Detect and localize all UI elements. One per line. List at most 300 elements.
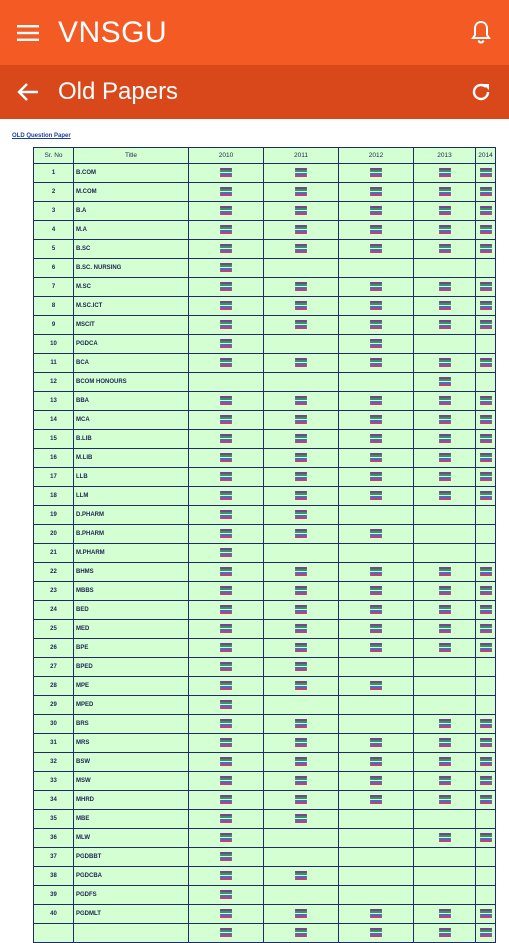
- paper-cell-2012[interactable]: [339, 771, 414, 790]
- paper-cell-2010[interactable]: [189, 239, 264, 258]
- paper-cell-2010[interactable]: [189, 733, 264, 752]
- book-stack-icon[interactable]: [439, 282, 451, 292]
- book-stack-icon[interactable]: [295, 434, 307, 444]
- paper-cell-2010[interactable]: [189, 467, 264, 486]
- paper-cell-2014[interactable]: [476, 923, 496, 942]
- paper-cell-2010[interactable]: [189, 505, 264, 524]
- book-stack-icon[interactable]: [220, 928, 232, 938]
- book-stack-icon[interactable]: [295, 225, 307, 235]
- book-stack-icon[interactable]: [480, 187, 492, 197]
- book-stack-icon[interactable]: [370, 681, 382, 691]
- book-stack-icon[interactable]: [295, 719, 307, 729]
- paper-cell-2014[interactable]: [476, 771, 496, 790]
- paper-cell-2011[interactable]: [264, 923, 339, 942]
- book-stack-icon[interactable]: [220, 396, 232, 406]
- book-stack-icon[interactable]: [480, 567, 492, 577]
- book-stack-icon[interactable]: [295, 358, 307, 368]
- book-stack-icon[interactable]: [295, 909, 307, 919]
- hamburger-menu-icon[interactable]: [16, 21, 40, 45]
- book-stack-icon[interactable]: [370, 928, 382, 938]
- book-stack-icon[interactable]: [480, 282, 492, 292]
- book-stack-icon[interactable]: [370, 567, 382, 577]
- book-stack-icon[interactable]: [480, 719, 492, 729]
- book-stack-icon[interactable]: [220, 871, 232, 881]
- book-stack-icon[interactable]: [370, 795, 382, 805]
- book-stack-icon[interactable]: [295, 586, 307, 596]
- paper-cell-2010[interactable]: [189, 410, 264, 429]
- paper-cell-2014[interactable]: [476, 581, 496, 600]
- paper-cell-2010[interactable]: [189, 581, 264, 600]
- book-stack-icon[interactable]: [439, 643, 451, 653]
- book-stack-icon[interactable]: [480, 472, 492, 482]
- paper-cell-2011[interactable]: [264, 638, 339, 657]
- paper-cell-2014[interactable]: [476, 353, 496, 372]
- book-stack-icon[interactable]: [220, 472, 232, 482]
- book-stack-icon[interactable]: [220, 244, 232, 254]
- book-stack-icon[interactable]: [220, 339, 232, 349]
- book-stack-icon[interactable]: [439, 396, 451, 406]
- paper-cell-2013[interactable]: [414, 619, 476, 638]
- book-stack-icon[interactable]: [220, 624, 232, 634]
- book-stack-icon[interactable]: [370, 358, 382, 368]
- paper-cell-2010[interactable]: [189, 258, 264, 277]
- book-stack-icon[interactable]: [220, 833, 232, 843]
- paper-cell-2011[interactable]: [264, 182, 339, 201]
- book-stack-icon[interactable]: [295, 453, 307, 463]
- book-stack-icon[interactable]: [439, 605, 451, 615]
- paper-cell-2014[interactable]: [476, 752, 496, 771]
- paper-cell-2011[interactable]: [264, 448, 339, 467]
- paper-cell-2011[interactable]: [264, 790, 339, 809]
- book-stack-icon[interactable]: [439, 206, 451, 216]
- book-stack-icon[interactable]: [220, 415, 232, 425]
- book-stack-icon[interactable]: [295, 415, 307, 425]
- book-stack-icon[interactable]: [370, 168, 382, 178]
- paper-cell-2014[interactable]: [476, 638, 496, 657]
- paper-cell-2011[interactable]: [264, 505, 339, 524]
- paper-cell-2013[interactable]: [414, 372, 476, 391]
- paper-cell-2012[interactable]: [339, 163, 414, 182]
- paper-cell-2011[interactable]: [264, 391, 339, 410]
- book-stack-icon[interactable]: [370, 434, 382, 444]
- paper-cell-2012[interactable]: [339, 676, 414, 695]
- paper-cell-2012[interactable]: [339, 790, 414, 809]
- book-stack-icon[interactable]: [220, 795, 232, 805]
- book-stack-icon[interactable]: [439, 377, 451, 387]
- book-stack-icon[interactable]: [439, 244, 451, 254]
- paper-cell-2011[interactable]: [264, 866, 339, 885]
- book-stack-icon[interactable]: [220, 700, 232, 710]
- book-stack-icon[interactable]: [480, 453, 492, 463]
- paper-cell-2014[interactable]: [476, 600, 496, 619]
- book-stack-icon[interactable]: [370, 909, 382, 919]
- paper-cell-2010[interactable]: [189, 201, 264, 220]
- paper-cell-2014[interactable]: [476, 467, 496, 486]
- paper-cell-2011[interactable]: [264, 714, 339, 733]
- book-stack-icon[interactable]: [220, 301, 232, 311]
- paper-cell-2010[interactable]: [189, 828, 264, 847]
- paper-cell-2011[interactable]: [264, 904, 339, 923]
- book-stack-icon[interactable]: [370, 491, 382, 501]
- paper-cell-2013[interactable]: [414, 733, 476, 752]
- book-stack-icon[interactable]: [220, 529, 232, 539]
- book-stack-icon[interactable]: [295, 168, 307, 178]
- paper-cell-2012[interactable]: [339, 638, 414, 657]
- paper-cell-2014[interactable]: [476, 904, 496, 923]
- book-stack-icon[interactable]: [295, 662, 307, 672]
- book-stack-icon[interactable]: [480, 909, 492, 919]
- paper-cell-2014[interactable]: [476, 277, 496, 296]
- paper-cell-2012[interactable]: [339, 581, 414, 600]
- book-stack-icon[interactable]: [439, 567, 451, 577]
- paper-cell-2013[interactable]: [414, 277, 476, 296]
- paper-cell-2010[interactable]: [189, 429, 264, 448]
- paper-cell-2010[interactable]: [189, 752, 264, 771]
- paper-cell-2011[interactable]: [264, 752, 339, 771]
- paper-cell-2011[interactable]: [264, 619, 339, 638]
- book-stack-icon[interactable]: [295, 301, 307, 311]
- book-stack-icon[interactable]: [480, 757, 492, 767]
- paper-cell-2013[interactable]: [414, 182, 476, 201]
- book-stack-icon[interactable]: [370, 415, 382, 425]
- paper-cell-2011[interactable]: [264, 239, 339, 258]
- book-stack-icon[interactable]: [295, 320, 307, 330]
- book-stack-icon[interactable]: [439, 434, 451, 444]
- paper-cell-2013[interactable]: [414, 600, 476, 619]
- paper-cell-2011[interactable]: [264, 657, 339, 676]
- book-stack-icon[interactable]: [439, 795, 451, 805]
- book-stack-icon[interactable]: [480, 434, 492, 444]
- book-stack-icon[interactable]: [439, 719, 451, 729]
- paper-cell-2010[interactable]: [189, 220, 264, 239]
- paper-cell-2010[interactable]: [189, 600, 264, 619]
- paper-cell-2013[interactable]: [414, 714, 476, 733]
- book-stack-icon[interactable]: [295, 757, 307, 767]
- book-stack-icon[interactable]: [295, 472, 307, 482]
- paper-cell-2010[interactable]: [189, 296, 264, 315]
- paper-cell-2010[interactable]: [189, 638, 264, 657]
- book-stack-icon[interactable]: [439, 738, 451, 748]
- paper-cell-2013[interactable]: [414, 448, 476, 467]
- book-stack-icon[interactable]: [220, 586, 232, 596]
- book-stack-icon[interactable]: [480, 168, 492, 178]
- paper-cell-2011[interactable]: [264, 410, 339, 429]
- book-stack-icon[interactable]: [295, 282, 307, 292]
- paper-cell-2010[interactable]: [189, 334, 264, 353]
- book-stack-icon[interactable]: [480, 396, 492, 406]
- book-stack-icon[interactable]: [295, 928, 307, 938]
- book-stack-icon[interactable]: [220, 434, 232, 444]
- book-stack-icon[interactable]: [220, 738, 232, 748]
- paper-cell-2010[interactable]: [189, 486, 264, 505]
- paper-cell-2013[interactable]: [414, 638, 476, 657]
- paper-cell-2010[interactable]: [189, 391, 264, 410]
- book-stack-icon[interactable]: [439, 491, 451, 501]
- book-stack-icon[interactable]: [480, 225, 492, 235]
- paper-cell-2013[interactable]: [414, 163, 476, 182]
- paper-cell-2010[interactable]: [189, 847, 264, 866]
- paper-cell-2013[interactable]: [414, 790, 476, 809]
- paper-cell-2012[interactable]: [339, 353, 414, 372]
- book-stack-icon[interactable]: [480, 928, 492, 938]
- paper-cell-2010[interactable]: [189, 904, 264, 923]
- paper-cell-2012[interactable]: [339, 429, 414, 448]
- book-stack-icon[interactable]: [220, 491, 232, 501]
- book-stack-icon[interactable]: [439, 187, 451, 197]
- paper-cell-2011[interactable]: [264, 429, 339, 448]
- book-stack-icon[interactable]: [295, 396, 307, 406]
- paper-cell-2010[interactable]: [189, 182, 264, 201]
- paper-cell-2014[interactable]: [476, 239, 496, 258]
- paper-cell-2010[interactable]: [189, 524, 264, 543]
- paper-cell-2010[interactable]: [189, 790, 264, 809]
- paper-cell-2011[interactable]: [264, 315, 339, 334]
- book-stack-icon[interactable]: [370, 301, 382, 311]
- refresh-icon[interactable]: [469, 80, 493, 104]
- book-stack-icon[interactable]: [439, 586, 451, 596]
- book-stack-icon[interactable]: [370, 586, 382, 596]
- book-stack-icon[interactable]: [295, 510, 307, 520]
- paper-cell-2014[interactable]: [476, 182, 496, 201]
- paper-cell-2012[interactable]: [339, 201, 414, 220]
- book-stack-icon[interactable]: [220, 757, 232, 767]
- paper-cell-2010[interactable]: [189, 771, 264, 790]
- paper-cell-2011[interactable]: [264, 201, 339, 220]
- paper-cell-2014[interactable]: [476, 296, 496, 315]
- paper-cell-2010[interactable]: [189, 676, 264, 695]
- paper-cell-2010[interactable]: [189, 866, 264, 885]
- book-stack-icon[interactable]: [480, 833, 492, 843]
- paper-cell-2011[interactable]: [264, 676, 339, 695]
- paper-cell-2011[interactable]: [264, 277, 339, 296]
- paper-cell-2013[interactable]: [414, 220, 476, 239]
- paper-cell-2014[interactable]: [476, 410, 496, 429]
- paper-cell-2011[interactable]: [264, 581, 339, 600]
- book-stack-icon[interactable]: [370, 320, 382, 330]
- paper-cell-2014[interactable]: [476, 315, 496, 334]
- book-stack-icon[interactable]: [480, 320, 492, 330]
- book-stack-icon[interactable]: [295, 871, 307, 881]
- book-stack-icon[interactable]: [220, 282, 232, 292]
- book-stack-icon[interactable]: [439, 358, 451, 368]
- book-stack-icon[interactable]: [480, 738, 492, 748]
- book-stack-icon[interactable]: [220, 168, 232, 178]
- paper-cell-2012[interactable]: [339, 220, 414, 239]
- paper-cell-2013[interactable]: [414, 239, 476, 258]
- bell-icon[interactable]: [469, 20, 493, 44]
- paper-cell-2011[interactable]: [264, 524, 339, 543]
- book-stack-icon[interactable]: [295, 643, 307, 653]
- paper-cell-2012[interactable]: [339, 467, 414, 486]
- paper-cell-2014[interactable]: [476, 448, 496, 467]
- book-stack-icon[interactable]: [370, 776, 382, 786]
- paper-cell-2013[interactable]: [414, 562, 476, 581]
- book-stack-icon[interactable]: [370, 187, 382, 197]
- paper-cell-2011[interactable]: [264, 600, 339, 619]
- old-question-paper-link[interactable]: OLD Question Paper: [12, 133, 71, 139]
- paper-cell-2012[interactable]: [339, 391, 414, 410]
- book-stack-icon[interactable]: [220, 320, 232, 330]
- book-stack-icon[interactable]: [370, 396, 382, 406]
- paper-cell-2012[interactable]: [339, 239, 414, 258]
- paper-cell-2010[interactable]: [189, 277, 264, 296]
- paper-cell-2013[interactable]: [414, 391, 476, 410]
- book-stack-icon[interactable]: [480, 301, 492, 311]
- paper-cell-2012[interactable]: [339, 752, 414, 771]
- paper-cell-2014[interactable]: [476, 163, 496, 182]
- paper-cell-2011[interactable]: [264, 220, 339, 239]
- book-stack-icon[interactable]: [480, 624, 492, 634]
- book-stack-icon[interactable]: [439, 833, 451, 843]
- book-stack-icon[interactable]: [370, 643, 382, 653]
- paper-cell-2013[interactable]: [414, 296, 476, 315]
- paper-cell-2014[interactable]: [476, 429, 496, 448]
- book-stack-icon[interactable]: [439, 415, 451, 425]
- book-stack-icon[interactable]: [370, 624, 382, 634]
- paper-cell-2011[interactable]: [264, 733, 339, 752]
- book-stack-icon[interactable]: [480, 605, 492, 615]
- book-stack-icon[interactable]: [439, 472, 451, 482]
- paper-cell-2011[interactable]: [264, 809, 339, 828]
- book-stack-icon[interactable]: [295, 244, 307, 254]
- paper-cell-2014[interactable]: [476, 201, 496, 220]
- paper-cell-2012[interactable]: [339, 562, 414, 581]
- paper-cell-2010[interactable]: [189, 809, 264, 828]
- paper-cell-2014[interactable]: [476, 220, 496, 239]
- paper-cell-2014[interactable]: [476, 391, 496, 410]
- book-stack-icon[interactable]: [295, 567, 307, 577]
- paper-cell-2014[interactable]: [476, 828, 496, 847]
- paper-cell-2013[interactable]: [414, 467, 476, 486]
- book-stack-icon[interactable]: [439, 320, 451, 330]
- paper-cell-2012[interactable]: [339, 733, 414, 752]
- paper-cell-2012[interactable]: [339, 182, 414, 201]
- paper-cell-2013[interactable]: [414, 828, 476, 847]
- book-stack-icon[interactable]: [220, 681, 232, 691]
- book-stack-icon[interactable]: [370, 738, 382, 748]
- paper-cell-2011[interactable]: [264, 296, 339, 315]
- book-stack-icon[interactable]: [295, 491, 307, 501]
- book-stack-icon[interactable]: [220, 358, 232, 368]
- paper-cell-2010[interactable]: [189, 353, 264, 372]
- book-stack-icon[interactable]: [220, 548, 232, 558]
- paper-cell-2011[interactable]: [264, 467, 339, 486]
- book-stack-icon[interactable]: [220, 225, 232, 235]
- paper-cell-2011[interactable]: [264, 562, 339, 581]
- paper-cell-2014[interactable]: [476, 714, 496, 733]
- book-stack-icon[interactable]: [480, 206, 492, 216]
- paper-cell-2013[interactable]: [414, 904, 476, 923]
- paper-cell-2012[interactable]: [339, 600, 414, 619]
- book-stack-icon[interactable]: [480, 776, 492, 786]
- book-stack-icon[interactable]: [370, 282, 382, 292]
- book-stack-icon[interactable]: [295, 624, 307, 634]
- book-stack-icon[interactable]: [220, 567, 232, 577]
- paper-cell-2014[interactable]: [476, 733, 496, 752]
- paper-cell-2010[interactable]: [189, 657, 264, 676]
- paper-cell-2013[interactable]: [414, 429, 476, 448]
- paper-cell-2010[interactable]: [189, 315, 264, 334]
- book-stack-icon[interactable]: [370, 453, 382, 463]
- paper-cell-2012[interactable]: [339, 619, 414, 638]
- book-stack-icon[interactable]: [439, 776, 451, 786]
- paper-cell-2012[interactable]: [339, 486, 414, 505]
- paper-cell-2012[interactable]: [339, 296, 414, 315]
- paper-cell-2012[interactable]: [339, 315, 414, 334]
- book-stack-icon[interactable]: [295, 814, 307, 824]
- paper-cell-2012[interactable]: [339, 904, 414, 923]
- paper-cell-2012[interactable]: [339, 334, 414, 353]
- paper-cell-2013[interactable]: [414, 752, 476, 771]
- paper-cell-2012[interactable]: [339, 277, 414, 296]
- book-stack-icon[interactable]: [220, 814, 232, 824]
- book-stack-icon[interactable]: [220, 263, 232, 273]
- paper-cell-2013[interactable]: [414, 201, 476, 220]
- paper-cell-2010[interactable]: [189, 448, 264, 467]
- paper-cell-2013[interactable]: [414, 923, 476, 942]
- book-stack-icon[interactable]: [480, 795, 492, 805]
- paper-cell-2014[interactable]: [476, 486, 496, 505]
- paper-cell-2012[interactable]: [339, 524, 414, 543]
- paper-cell-2014[interactable]: [476, 562, 496, 581]
- paper-cell-2010[interactable]: [189, 543, 264, 562]
- paper-cell-2014[interactable]: [476, 619, 496, 638]
- book-stack-icon[interactable]: [480, 358, 492, 368]
- book-stack-icon[interactable]: [220, 187, 232, 197]
- book-stack-icon[interactable]: [220, 510, 232, 520]
- paper-cell-2014[interactable]: [476, 790, 496, 809]
- paper-cell-2013[interactable]: [414, 486, 476, 505]
- book-stack-icon[interactable]: [295, 795, 307, 805]
- book-stack-icon[interactable]: [220, 852, 232, 862]
- paper-cell-2013[interactable]: [414, 410, 476, 429]
- paper-cell-2013[interactable]: [414, 581, 476, 600]
- paper-cell-2011[interactable]: [264, 486, 339, 505]
- book-stack-icon[interactable]: [439, 928, 451, 938]
- book-stack-icon[interactable]: [480, 643, 492, 653]
- book-stack-icon[interactable]: [370, 244, 382, 254]
- paper-cell-2013[interactable]: [414, 315, 476, 334]
- paper-cell-2010[interactable]: [189, 695, 264, 714]
- paper-cell-2010[interactable]: [189, 923, 264, 942]
- book-stack-icon[interactable]: [370, 529, 382, 539]
- paper-cell-2010[interactable]: [189, 714, 264, 733]
- paper-cell-2011[interactable]: [264, 771, 339, 790]
- book-stack-icon[interactable]: [220, 719, 232, 729]
- book-stack-icon[interactable]: [295, 529, 307, 539]
- book-stack-icon[interactable]: [439, 909, 451, 919]
- book-stack-icon[interactable]: [370, 339, 382, 349]
- book-stack-icon[interactable]: [480, 491, 492, 501]
- book-stack-icon[interactable]: [439, 301, 451, 311]
- book-stack-icon[interactable]: [370, 472, 382, 482]
- book-stack-icon[interactable]: [295, 681, 307, 691]
- book-stack-icon[interactable]: [220, 605, 232, 615]
- paper-cell-2012[interactable]: [339, 410, 414, 429]
- book-stack-icon[interactable]: [370, 225, 382, 235]
- book-stack-icon[interactable]: [370, 757, 382, 767]
- book-stack-icon[interactable]: [439, 168, 451, 178]
- book-stack-icon[interactable]: [295, 738, 307, 748]
- book-stack-icon[interactable]: [220, 206, 232, 216]
- paper-cell-2012[interactable]: [339, 923, 414, 942]
- book-stack-icon[interactable]: [370, 206, 382, 216]
- book-stack-icon[interactable]: [220, 453, 232, 463]
- paper-cell-2010[interactable]: [189, 885, 264, 904]
- paper-cell-2010[interactable]: [189, 163, 264, 182]
- book-stack-icon[interactable]: [220, 662, 232, 672]
- book-stack-icon[interactable]: [480, 244, 492, 254]
